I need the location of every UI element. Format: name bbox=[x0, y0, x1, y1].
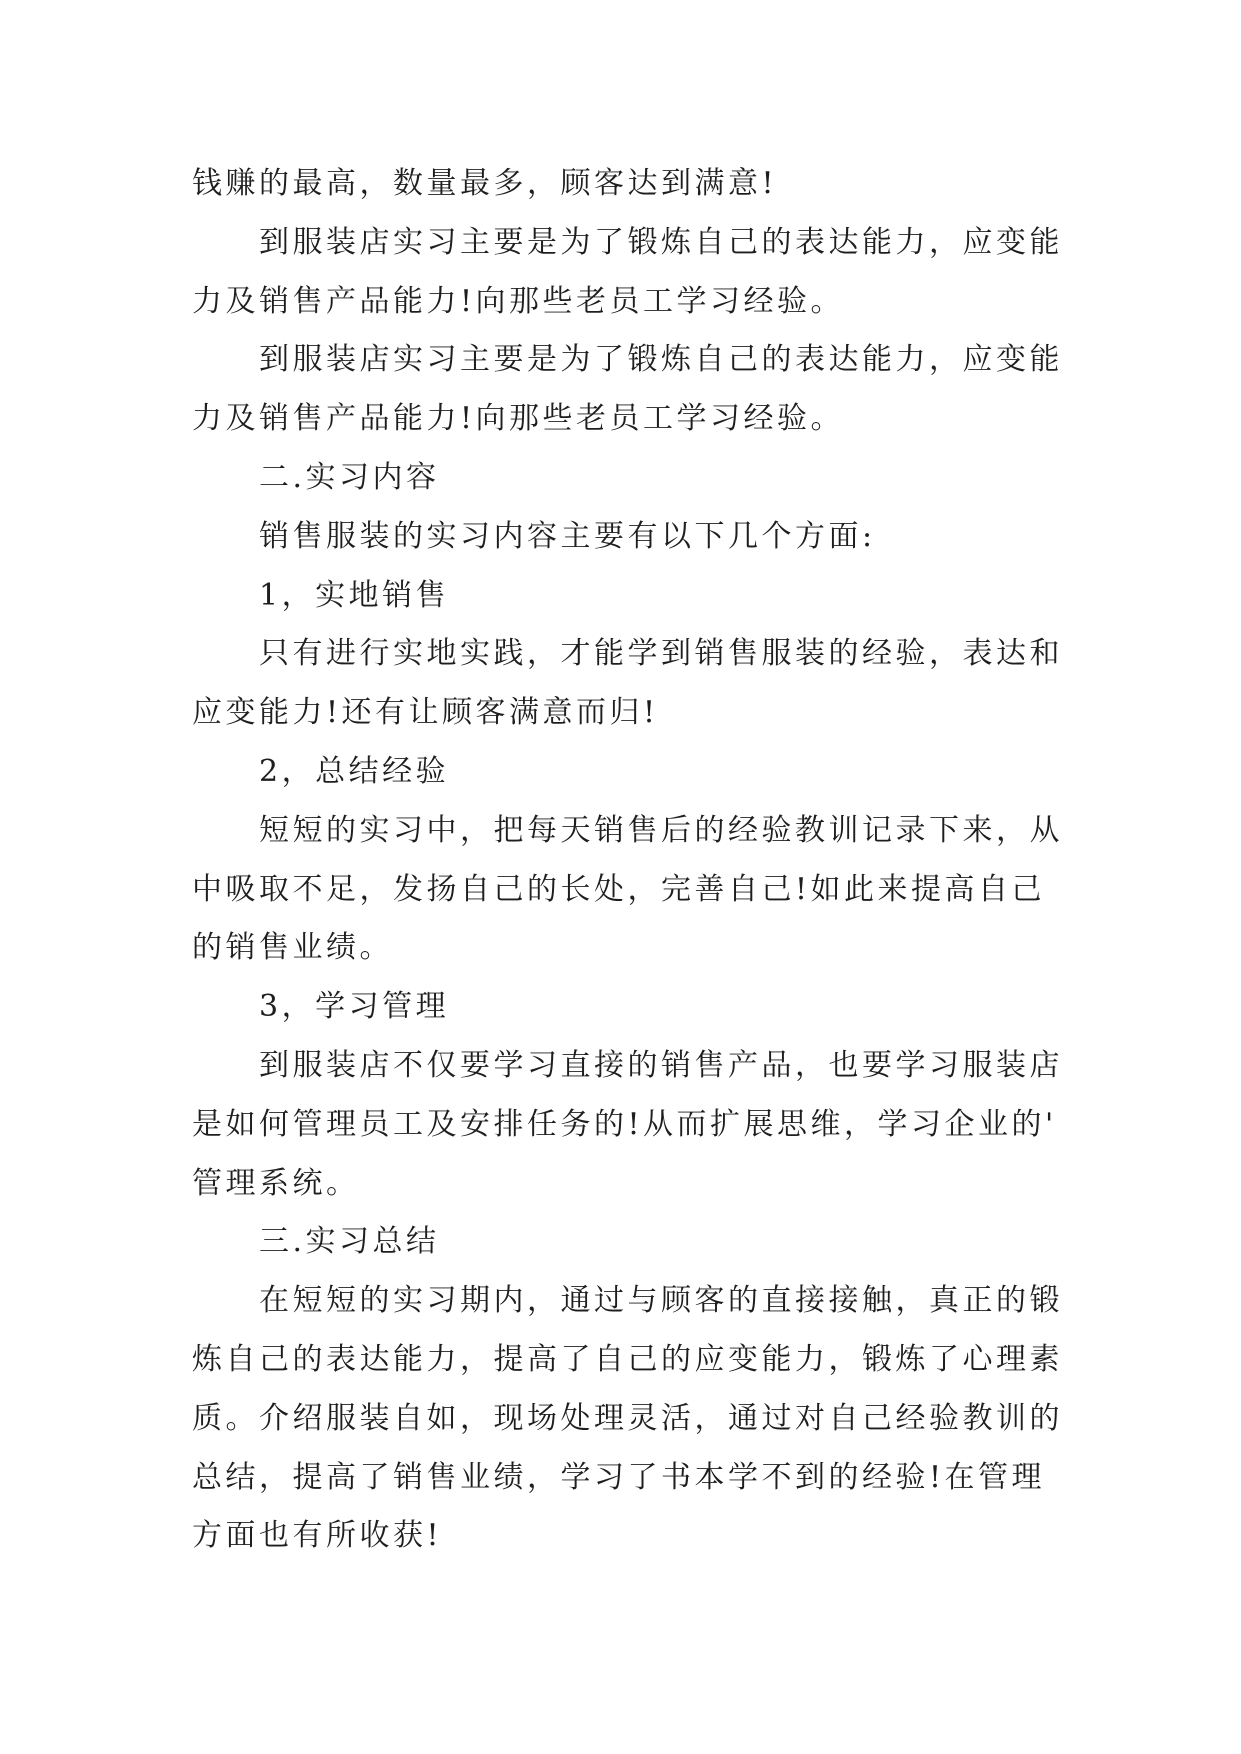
text-line: 总结，提高了销售业绩，学习了书本学不到的经验!在管理 bbox=[192, 1459, 1046, 1495]
text-line: 的销售业绩。 bbox=[192, 930, 393, 966]
text-line: 管理系统。 bbox=[192, 1165, 360, 1201]
text-line: 到服装店实习主要是为了锻炼自己的表达能力，应变能 bbox=[259, 342, 1063, 378]
heading-text: 1，实地销售 bbox=[259, 577, 450, 613]
text-line: 方面也有所收获! bbox=[192, 1518, 443, 1554]
text-line: 到服装店不仅要学习直接的销售产品，也要学习服装店 bbox=[259, 1047, 1063, 1083]
section-heading bbox=[192, 1213, 1092, 1272]
heading-text: 二.实习内容 bbox=[259, 459, 440, 495]
paragraph bbox=[192, 1037, 1092, 1213]
heading-text: 2，总结经验 bbox=[259, 753, 450, 789]
section-heading bbox=[192, 978, 1092, 1037]
section-heading bbox=[192, 743, 1092, 802]
text-line: 是如何管理员工及安排任务的!从而扩展思维，学习企业的' bbox=[192, 1106, 1057, 1142]
paragraph bbox=[192, 625, 1092, 743]
paragraph bbox=[192, 155, 1092, 214]
section-heading bbox=[192, 449, 1092, 508]
text-line: 中吸取不足，发扬自己的长处，完善自己!如此来提高自己 bbox=[192, 871, 1046, 907]
text-line: 在短短的实习期内，通过与顾客的直接接触，真正的锻 bbox=[259, 1283, 1063, 1319]
text-line: 炼自己的表达能力，提高了自己的应变能力，锻炼了心理素 bbox=[192, 1341, 1063, 1377]
paragraph bbox=[192, 508, 1092, 567]
paragraph bbox=[192, 802, 1092, 978]
document-body bbox=[192, 155, 1092, 1566]
text-line: 力及销售产品能力!向那些老员工学习经验。 bbox=[192, 283, 845, 319]
text-line: 力及销售产品能力!向那些老员工学习经验。 bbox=[192, 401, 845, 437]
paragraph bbox=[192, 1272, 1092, 1566]
text-line: 钱赚的最高，数量最多，顾客达到满意! bbox=[192, 166, 778, 201]
paragraph bbox=[192, 214, 1092, 332]
heading-text: 3，学习管理 bbox=[259, 989, 450, 1025]
text-line: 质。介绍服装自如，现场处理灵活，通过对自己经验教训的 bbox=[192, 1400, 1063, 1436]
text-line: 到服装店实习主要是为了锻炼自己的表达能力，应变能 bbox=[259, 224, 1063, 260]
paragraph bbox=[192, 331, 1092, 449]
text-line: 短短的实习中，把每天销售后的经验教训记录下来，从 bbox=[259, 812, 1063, 848]
heading-text: 三.实习总结 bbox=[259, 1224, 440, 1260]
text-line: 只有进行实地实践，才能学到销售服装的经验，表达和 bbox=[259, 636, 1063, 672]
text-line: 销售服装的实习内容主要有以下几个方面: bbox=[259, 518, 876, 554]
section-heading bbox=[192, 567, 1092, 626]
text-line: 应变能力!还有让顾客满意而归! bbox=[192, 695, 659, 731]
